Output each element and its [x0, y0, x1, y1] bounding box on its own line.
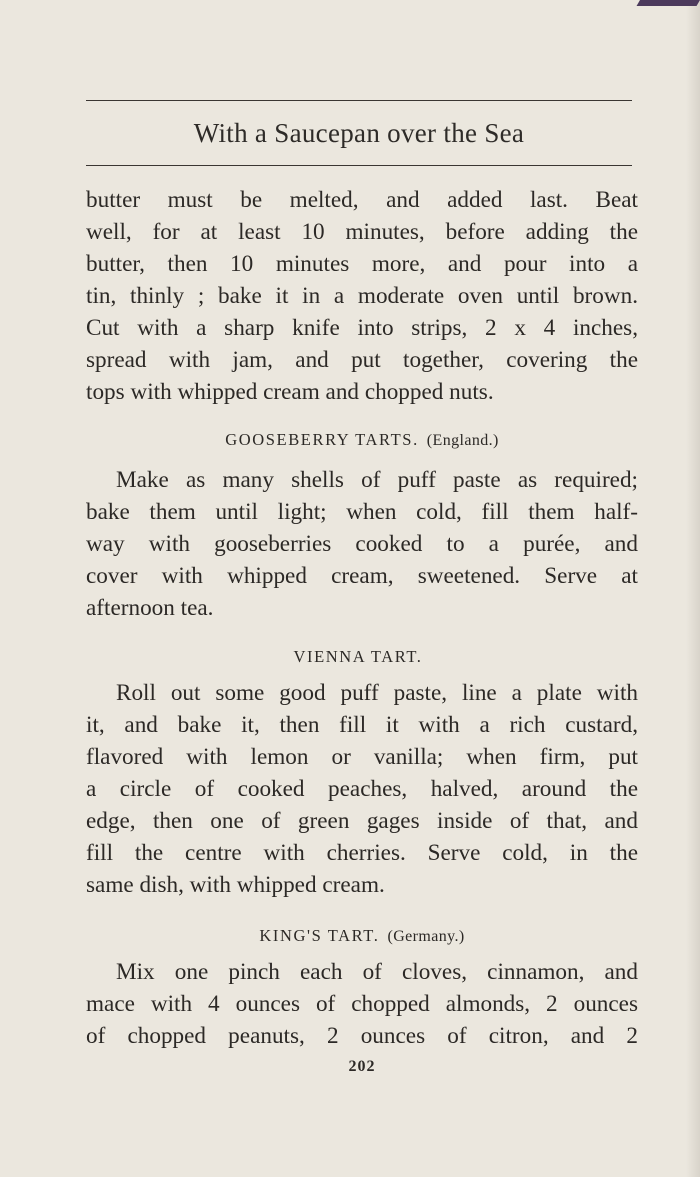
text-line: Cut with a sharp knife into strips, 2 x 4 inches,: [86, 315, 638, 341]
text-line: tin, thinly ; bake it in a moderate oven until brown.: [86, 283, 638, 309]
header-rule-top: [86, 100, 632, 101]
running-head: With a Saucepan over the Sea: [193, 118, 525, 148]
recipe-body-vienna-tart: [86, 677, 638, 901]
text-line: Mix one pinch each of cloves, cinnamon, and: [116, 959, 638, 985]
text-line: it, and bake it, then fill it with a rich custard,: [86, 712, 638, 738]
recipe-title-kings-tart: [86, 926, 638, 946]
text-line: cover with whipped cream, sweetened. Serve at: [86, 563, 638, 589]
text-line: butter must be melted, and added last. Beat: [86, 187, 638, 213]
recipe-title-text: KING'S TART.: [259, 926, 380, 945]
page-number: 202: [348, 1058, 376, 1075]
continuation-paragraph: [86, 184, 638, 408]
text-line: flavored with lemon or vanilla; when firm, put: [86, 744, 638, 770]
header-rule-bottom: [86, 165, 632, 166]
recipe-origin: (Germany.): [387, 928, 465, 945]
text-line: edge, then one of green gages inside of that, and: [86, 808, 638, 834]
recipe-body-kings-tart: [86, 956, 638, 1052]
text-line: afternoon tea.: [86, 595, 214, 621]
text-line: fill the centre with cherries. Serve cold, in the: [86, 840, 638, 866]
text-line: bake them until light; when cold, fill them half-: [86, 499, 638, 525]
recipe-origin: (England.): [426, 432, 499, 449]
corner-mark: [637, 0, 700, 6]
text-line: way with gooseberries cooked to a purée, and: [86, 531, 638, 557]
text-line: well, for at least 10 minutes, before adding the: [86, 219, 638, 245]
text-line: a circle of cooked peaches, halved, around the: [86, 776, 638, 802]
text-line: spread with jam, and put together, covering the: [86, 347, 638, 373]
text-line: mace with 4 ounces of chopped almonds, 2 ounces: [86, 991, 638, 1017]
text-line: Roll out some good puff paste, line a plate with: [116, 680, 638, 706]
recipe-title-gooseberry-tarts: [86, 430, 638, 450]
recipe-title-text: VIENNA TART.: [293, 647, 423, 666]
page-edge-shadow: [686, 0, 700, 1177]
text-line: Make as many shells of puff paste as required;: [116, 467, 638, 493]
text-line: of chopped peanuts, 2 ounces of citron, and 2: [86, 1023, 638, 1049]
recipe-title-vienna-tart: [86, 647, 638, 667]
text-line: butter, then 10 minutes more, and pour into a: [86, 251, 638, 277]
text-line: tops with whipped cream and chopped nuts.: [86, 379, 494, 405]
text-line: same dish, with whipped cream.: [86, 872, 385, 898]
recipe-title-text: GOOSEBERRY TARTS.: [225, 430, 419, 449]
recipe-body-gooseberry-tarts: [86, 464, 638, 624]
